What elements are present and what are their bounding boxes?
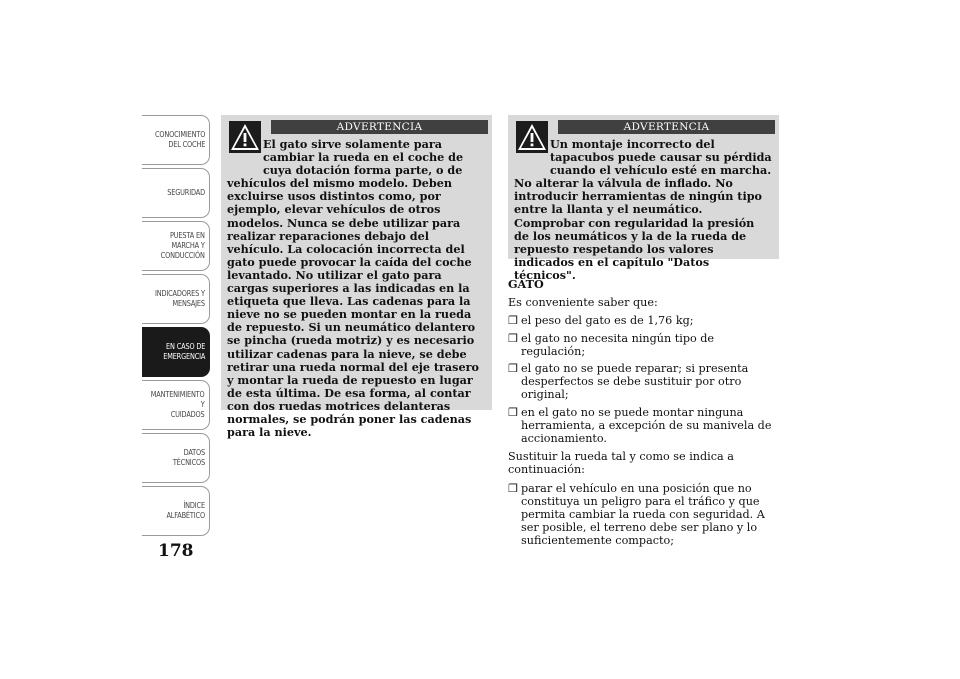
checkbox-bullet-icon: ❒ [508,481,518,495]
steps-list [508,482,780,548]
list-item-text: parar el vehículo en una posición que no constituya un peligro para el tráfico y que permita cambiar la rueda con seguridad. A ser posible, el terreno debe ser plano y lo suficientemente compacto; [521,481,765,548]
tab-label: PUESTA EN MARCHA Y CONDUCCIÓN [160,231,205,260]
warning-text: El gato sirve solamente para cambiar la rueda en el coche de cuya dotación forma parte, o de vehículos del mismo modelo. Deben excluirse usos distintos como, por ejemplo, elevar vehículos de otros modelos. Nunca se debe utilizar para realizar reparaciones debajo del vehículo. La colocación incorrecta del gato puede provocar la caída del coche levantado. No utilizar el gato para cargas superiores a las indicadas en la etiqueta que lleva. Las cadenas para la nieve no se pueden montar en la rueda de repuesto. Si un neumático delantero se pincha (rueda motriz) y es necesario utilizar cadenas para la nieve, se debe retirar una rueda normal del eje trasero y montar la rueda de repuesto en lugar de esta última. De esa forma, al contar con dos ruedas motrices delanteras normales, se podrán poner las cadenas para la nieve. [227,137,479,440]
tab-label: SEGURIDAD [167,188,205,197]
warning-text: Un montaje incorrecto del tapacubos puede causar su pérdida cuando el vehículo esté en marcha. No alterar la válvula de inflado. No introducir herramientas de ningún tipo entre la llanta y el neumático. Comprobar con regularidad la presión de los neumáticos y la de la rueda de repuesto respetando los valores indicados en el capítulo "Datos técnicos". [514,137,772,282]
warning-box-gato [221,115,492,440]
list-item [508,362,780,402]
checkbox-bullet-icon: ❒ [508,331,518,345]
tab-mantenimiento-y-cuidados[interactable] [142,380,210,430]
list-item-text: el gato no necesita ningún tipo de regulación; [521,331,715,358]
tab-indice-alfabetico[interactable] [142,486,210,536]
warning-box-tapacubos [508,115,779,282]
list-item [508,314,780,327]
instructions-intro: Sustituir la rueda tal y como se indica a continuación: [508,450,734,477]
facts-list [508,314,780,445]
section-heading: GATO [508,277,544,291]
tab-en-caso-de-emergencia[interactable] [142,327,210,377]
page-number: 178 [158,541,194,561]
tab-label: EN CASO DE EMERGENCIA [162,342,205,361]
warning-title: ADVERTENCIA [271,120,488,134]
tab-label: MANTENIMIENTO Y CUIDADOS [151,390,205,419]
list-item [508,332,780,358]
checkbox-bullet-icon: ❒ [508,362,518,376]
tab-indicadores-y-mensajes[interactable] [142,274,210,324]
tab-label: INDICADORES Y MENSAJES [155,289,205,308]
intro-text: Es conveniente saber que: [508,296,658,310]
tab-seguridad[interactable] [142,168,210,218]
warning-title: ADVERTENCIA [558,120,775,134]
tab-label: DATOS TÉCNICOS [172,448,205,467]
chapter-tabs [142,115,210,539]
tab-label: ÍNDICE ALFABÉTICO [166,501,205,520]
list-item [508,406,780,446]
checkbox-bullet-icon: ❒ [508,314,518,328]
tab-label: CONOCIMIENTO DEL COCHE [154,130,205,149]
tab-datos-tecnicos[interactable] [142,433,210,483]
tab-conocimiento-del-coche[interactable] [142,115,210,165]
tab-puesta-en-marcha[interactable] [142,221,210,271]
list-item-text: en el gato no se puede montar ninguna herramienta, a excepción de su manivela de accionamiento. [521,405,772,446]
section-gato [508,278,780,553]
list-item-text: el peso del gato es de 1,76 kg; [521,314,694,328]
checkbox-bullet-icon: ❒ [508,405,518,419]
list-item [508,482,780,548]
list-item-text: el gato no se puede reparar; si presenta desperfectos se debe sustituir por otro original; [521,362,749,402]
